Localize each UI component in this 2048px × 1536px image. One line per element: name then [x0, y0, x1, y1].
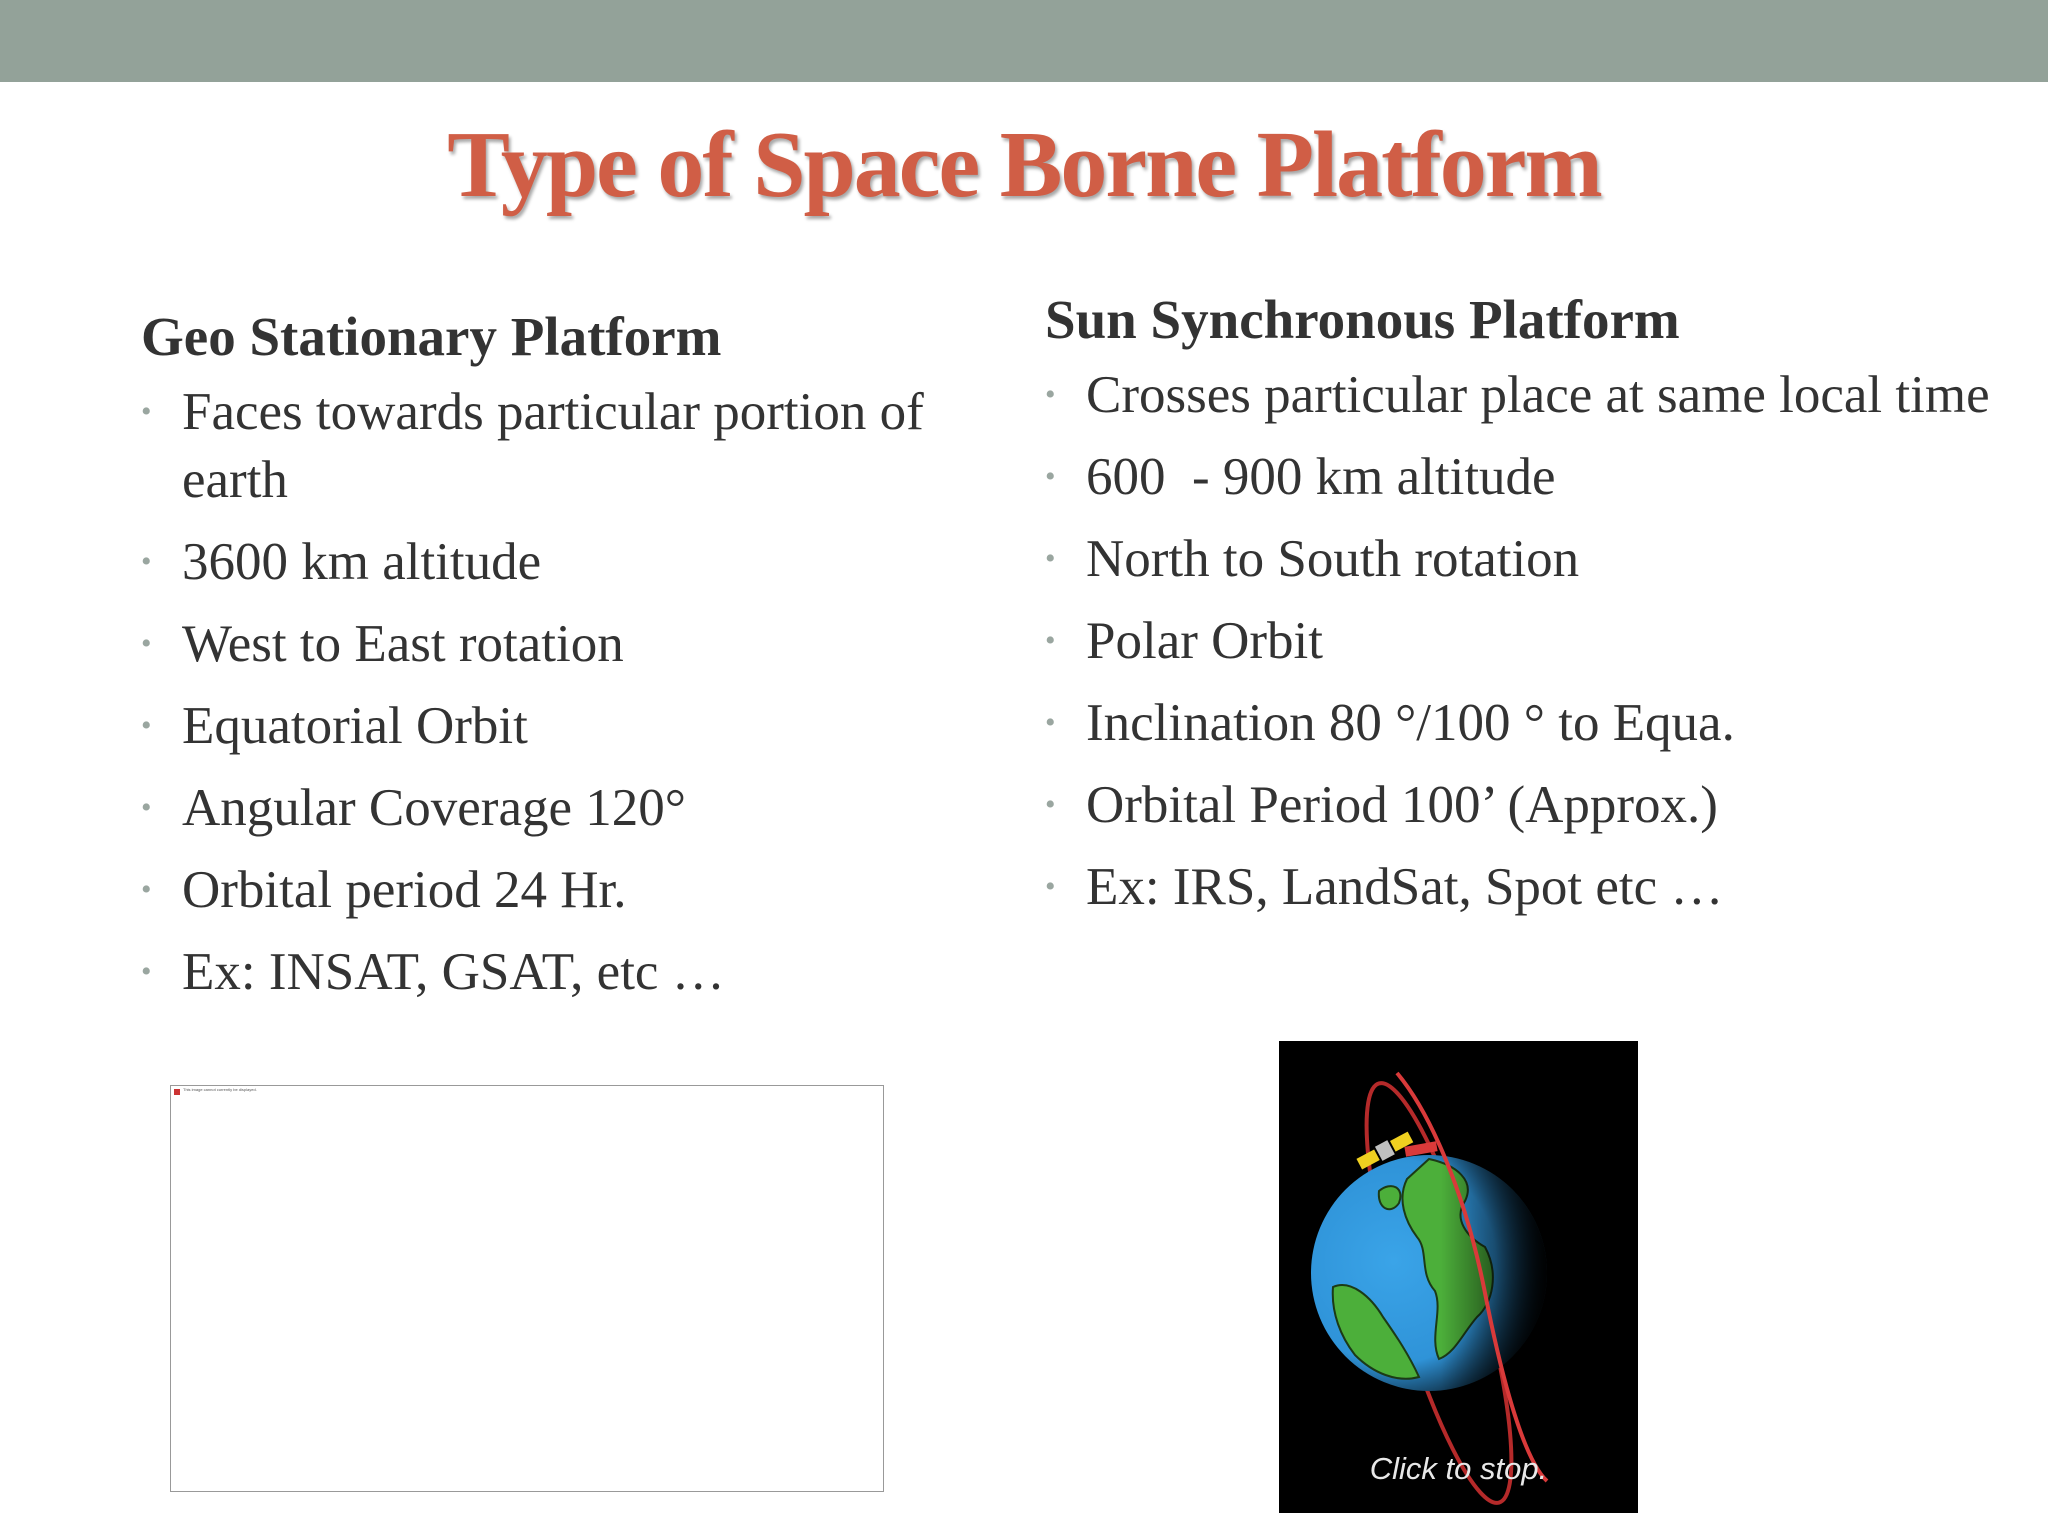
- bullet-icon: •: [141, 545, 152, 578]
- bullet-text: 3600 km altitude: [182, 533, 542, 591]
- bullet-icon: •: [141, 873, 152, 906]
- bullet-item: [1045, 607, 2005, 675]
- bullet-text: Faces towards particular portion of earth: [182, 383, 924, 509]
- bullet-text: Angular Coverage 120°: [182, 779, 686, 837]
- bullet-item: [141, 856, 941, 924]
- bullet-text: Orbital Period 100’ (Approx.): [1086, 776, 1718, 834]
- bullet-icon: •: [1045, 870, 1056, 903]
- bullet-item: [141, 774, 941, 842]
- bullet-text: Crosses particular place at same local time: [1086, 366, 1990, 424]
- bullet-text: Ex: IRS, LandSat, Spot etc …: [1086, 858, 1724, 916]
- bullet-icon: •: [141, 955, 152, 988]
- bullet-item: [141, 938, 941, 1006]
- bullet-icon: •: [141, 395, 152, 428]
- bullet-text: North to South rotation: [1086, 530, 1580, 588]
- polar-orbit-illustration: [1279, 1041, 1638, 1513]
- bullet-item: [1045, 525, 2005, 593]
- earth-globe: [1311, 1155, 1547, 1391]
- geo-stationary-bullet-list: [141, 378, 941, 1006]
- sun-synchronous-heading: Sun Synchronous Platform: [1045, 289, 1680, 350]
- bullet-text: Ex: INSAT, GSAT, etc …: [182, 943, 725, 1001]
- bullet-text: Equatorial Orbit: [182, 697, 528, 755]
- geo-stationary-heading: Geo Stationary Platform: [141, 306, 722, 367]
- sun-synchronous-bullet-list: [1045, 361, 2005, 921]
- geo-stationary-column: [141, 302, 941, 1020]
- bullet-item: [1045, 689, 2005, 757]
- bullet-text: 600 - 900 km altitude: [1086, 448, 1556, 506]
- bullet-icon: •: [141, 791, 152, 824]
- polar-orbit-animation[interactable]: [1279, 1041, 1638, 1513]
- bullet-item: [1045, 361, 2005, 429]
- sun-synchronous-column: [1045, 285, 2005, 935]
- bullet-item: [141, 610, 941, 678]
- bullet-text: Polar Orbit: [1086, 612, 1323, 670]
- bullet-item: [1045, 443, 2005, 511]
- top-accent-band: [0, 0, 2048, 82]
- bullet-icon: •: [1045, 624, 1056, 657]
- bullet-icon: •: [141, 709, 152, 742]
- slide-title: Type of Space Borne Platform: [447, 113, 1601, 217]
- bullet-icon: •: [1045, 378, 1056, 411]
- bullet-text: Orbital period 24 Hr.: [182, 861, 627, 919]
- bullet-icon: •: [1045, 460, 1056, 493]
- bullet-text: West to East rotation: [182, 615, 624, 673]
- bullet-item: [141, 378, 941, 514]
- broken-image-placeholder: [170, 1085, 884, 1492]
- bullet-item: [1045, 771, 2005, 839]
- broken-image-message: This image cannot currently be displayed.: [183, 1087, 257, 1092]
- click-to-stop-caption[interactable]: Click to stop.: [1369, 1451, 1548, 1486]
- bullet-icon: •: [1045, 706, 1056, 739]
- bullet-item: [1045, 853, 2005, 921]
- bullet-item: [141, 692, 941, 760]
- bullet-icon: •: [1045, 788, 1056, 821]
- broken-image-icon: [174, 1089, 180, 1095]
- bullet-text: Inclination 80 °/100 ° to Equa.: [1086, 694, 1735, 752]
- bullet-icon: •: [1045, 542, 1056, 575]
- bullet-icon: •: [141, 627, 152, 660]
- bullet-item: [141, 528, 941, 596]
